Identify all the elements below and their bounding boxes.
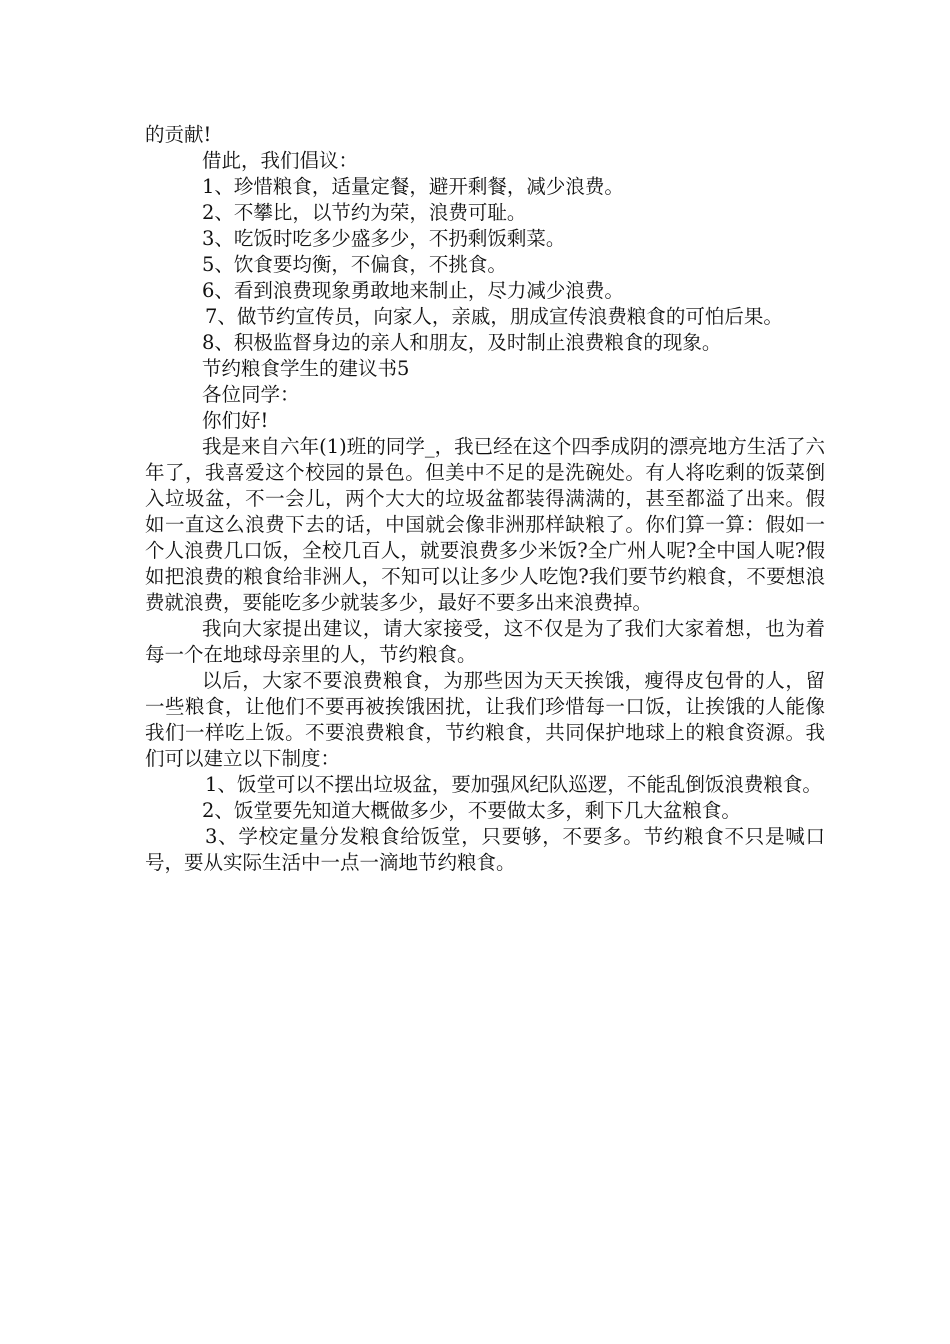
salutation: 各位同学： xyxy=(202,383,300,406)
paragraph: 的贡献! xyxy=(145,123,212,146)
paragraph: 借此，我们倡议： xyxy=(202,149,359,172)
greeting: 你们好! xyxy=(202,409,269,432)
paragraph: 我向大家提出建议，请大家接受，这不仅是为了我们大家着想，也为着每一个在地球母亲里的人，节约粮食。 xyxy=(145,617,825,666)
list-item: 1、珍惜粮食，适量定餐，避开剩餐，减少浪费。 xyxy=(202,175,624,198)
list-item: 3、学校定量分发粮食给饭堂，只要够，不要多。节约粮食不只是喊口号，要从实际生活中一点一滴地节约粮食。 xyxy=(145,825,825,874)
document-body xyxy=(145,122,825,876)
list-item: 1、饭堂可以不摆出垃圾盆，要加强风纪队巡逻，不能乱倒饭浪费粮食。 xyxy=(205,773,822,796)
list-item: 6、看到浪费现象勇敢地来制止，尽力减少浪费。 xyxy=(202,279,624,302)
paragraph: 以后，大家不要浪费粮食，为那些因为天天挨饿，瘦得皮包骨的人，留一些粮食，让他们不要再被挨饿困扰，让我们珍惜每一口饭，让挨饿的人能像我们一样吃上饭。不要浪费粮食，节约粮食，共同保护地球上的粮食资源。我们可以建立以下制度： xyxy=(145,669,825,770)
list-item: 3、吃饭时吃多少盛多少，不扔剩饭剩菜。 xyxy=(202,227,566,250)
list-item: 2、饭堂要先知道大概做多少，不要做太多，剩下几大盆粮食。 xyxy=(202,799,741,822)
paragraph: 我是来自六年(1)班的同学_，我已经在这个四季成阴的漂亮地方生活了六年了，我喜爱这个校园的景色。但美中不足的是洗碗处。有人将吃剩的饭菜倒入垃圾盆，不一会儿，两个大大的垃圾盆都装得满满的，甚至都溢了出来。假如一直这么浪费下去的话，中国就会像非洲那样缺粮了。你们算一算：假如一个人浪费几口饭，全校几百人，就要浪费多少米饭?全广州人呢?全中国人呢?假如把浪费的粮食给非洲人，不知可以让多少人吃饱?我们要节约粮食，不要想浪费就浪费，要能吃多少就装多少，最好不要多出来浪费掉。 xyxy=(145,435,825,614)
list-item: 5、饮食要均衡，不偏食，不挑食。 xyxy=(202,253,507,276)
list-item: 7、做节约宣传员，向家人，亲戚，朋成宣传浪费粮食的可怕后果。 xyxy=(205,305,783,328)
section-title: 节约粮食学生的建议书5 xyxy=(202,357,410,380)
list-item: 2、不攀比，以节约为荣，浪费可耻。 xyxy=(202,201,527,224)
list-item: 8、积极监督身边的亲人和朋友，及时制止浪费粮食的现象。 xyxy=(202,331,722,354)
